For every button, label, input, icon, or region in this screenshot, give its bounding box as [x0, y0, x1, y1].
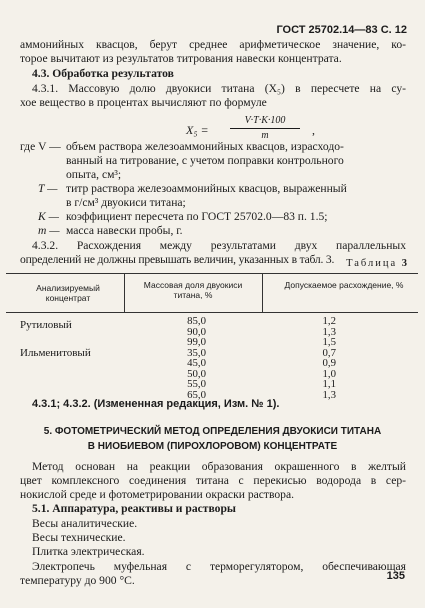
- table-row: 0,9: [322, 357, 336, 369]
- table-header-mass-fraction: Массовая доля двуокиси титана, %: [143, 280, 243, 300]
- def-v-line-2: ванный на титрование, с учетом поправки контрольного: [66, 154, 344, 167]
- p-4-3-1-line-2: хое вещество в процентах вычисляют по формуле: [20, 96, 267, 109]
- table-row: 1,2: [322, 315, 336, 327]
- def-t-line-2: в г/см³ двуокиси титана;: [66, 196, 186, 209]
- p5-line-2: цвет комплексного соединения титана с перекисью водорода в сер-: [20, 474, 406, 487]
- table-row: 35,0: [187, 346, 206, 359]
- def-text-k: [66, 210, 406, 224]
- table-number: 3: [401, 258, 407, 269]
- section-4-3-heading: 4.3. Обработка результатов: [32, 67, 174, 80]
- table-row: 99,0: [187, 336, 206, 348]
- p-last-line-2: температуру до 900 °С.: [20, 574, 135, 587]
- table-col-divider-1: [124, 274, 125, 312]
- def-m-line-1: масса навески пробы, г.: [66, 224, 183, 237]
- table-row: 1,1: [322, 378, 336, 390]
- def-sym-k: K —: [38, 210, 59, 223]
- item-electric-stove: Плитка электрическая.: [32, 545, 145, 558]
- table-row: 55,0: [187, 378, 206, 390]
- page-header: ГОСТ 25702.14—83 С. 12: [276, 24, 407, 36]
- page-number: 135: [386, 570, 405, 582]
- table-row: 1,0: [322, 367, 336, 380]
- def-sym-v: где V —: [20, 140, 61, 153]
- table-row: 50,0: [187, 367, 206, 380]
- p5-line-1: Метод основан на реакции образования окрашенного в желтый: [32, 460, 406, 473]
- p-last-line-1: Электропечь муфельная с терморегулятором, обеспечивающая: [32, 560, 406, 573]
- table-header-rule: [6, 312, 418, 313]
- def-sym-m: m —: [38, 224, 60, 237]
- table-caption: [346, 258, 407, 269]
- section-5-heading-line-2: В НИОБИЕВОМ (ПИРОХЛОРОВОМ) КОНЦЕНТРАТЕ: [87, 441, 338, 452]
- def-v-line-1: объем раствора железоаммонийных квасцов, израсходо-: [66, 140, 344, 153]
- p-4-3-1-line-1: 4.3.1. Массовую долю двуокиси титана (X₅) в пересчете на су-: [32, 82, 406, 95]
- table-row: 65,0: [187, 388, 206, 401]
- table-col-divider-2: [262, 274, 263, 312]
- formula-lhs: X₅ =: [186, 123, 209, 137]
- item-analytical-scales: Весы аналитические.: [32, 517, 138, 530]
- table-top-rule: [6, 273, 418, 274]
- p-4-3-2-line-1: 4.3.2. Расхождения между результатами двух параллельных: [32, 239, 406, 252]
- intro-line-1: аммонийных квасцов, берут среднее арифметическое значение, ко-: [20, 38, 406, 51]
- formula-denominator: m: [261, 130, 269, 141]
- formula-numerator: V·T·K·100: [244, 115, 286, 126]
- def-v-line-3: опыта, см³;: [66, 168, 122, 181]
- p5-line-3: нокислой среде и фотометрировании окраски раствора.: [20, 488, 295, 501]
- def-text-t: [66, 182, 406, 210]
- table-row: 1,3: [322, 325, 336, 338]
- fraction-bar: [230, 128, 300, 129]
- amendment-note: 4.3.1; 4.3.2. (Измененная редакция, Изм. № 1).: [32, 398, 280, 410]
- p-4-3-2-line-2: определений не должны превышать величин, указанных в табл. 3.: [20, 253, 335, 266]
- table-row: 0,7: [322, 346, 336, 359]
- def-text-v: [66, 140, 406, 182]
- section-5-1-heading: 5.1. Аппаратура, реактивы и растворы: [32, 502, 236, 515]
- def-sym-t: T —: [38, 182, 58, 195]
- table-row: 85,0: [187, 315, 206, 327]
- table-row: 90,0: [187, 325, 206, 338]
- table-row: 1,5: [322, 336, 336, 348]
- def-t-line-1: титр раствора железоаммонийных квасцов, выраженный: [66, 182, 347, 195]
- intro-line-2: торое вычитают из результатов титрования навески концентрата.: [20, 52, 342, 65]
- section-5-heading-line-1: 5. ФОТОМЕТРИЧЕСКИЙ МЕТОД ОПРЕДЕЛЕНИЯ ДВУОКИСИ ТИТАНА: [43, 426, 382, 437]
- table-caption-label: Таблица: [346, 258, 398, 269]
- formula-comma: ,: [312, 123, 315, 137]
- table-header-concentrate: Анализируемый концентрат: [36, 283, 100, 303]
- material-rutile: Рутиловый: [20, 319, 72, 331]
- material-ilmenite: Ильменитовый: [20, 347, 91, 359]
- table-row: 1,3: [322, 388, 336, 401]
- table-row: 45,0: [187, 357, 206, 369]
- item-technical-scales: Весы технические.: [32, 531, 126, 544]
- def-text-m: [66, 224, 406, 238]
- def-k-line-1: коэффициент пересчета по ГОСТ 25702.0—83 п. 1.5;: [66, 210, 328, 223]
- table-header-tolerance: Допускаемое расхождение, %: [284, 280, 404, 290]
